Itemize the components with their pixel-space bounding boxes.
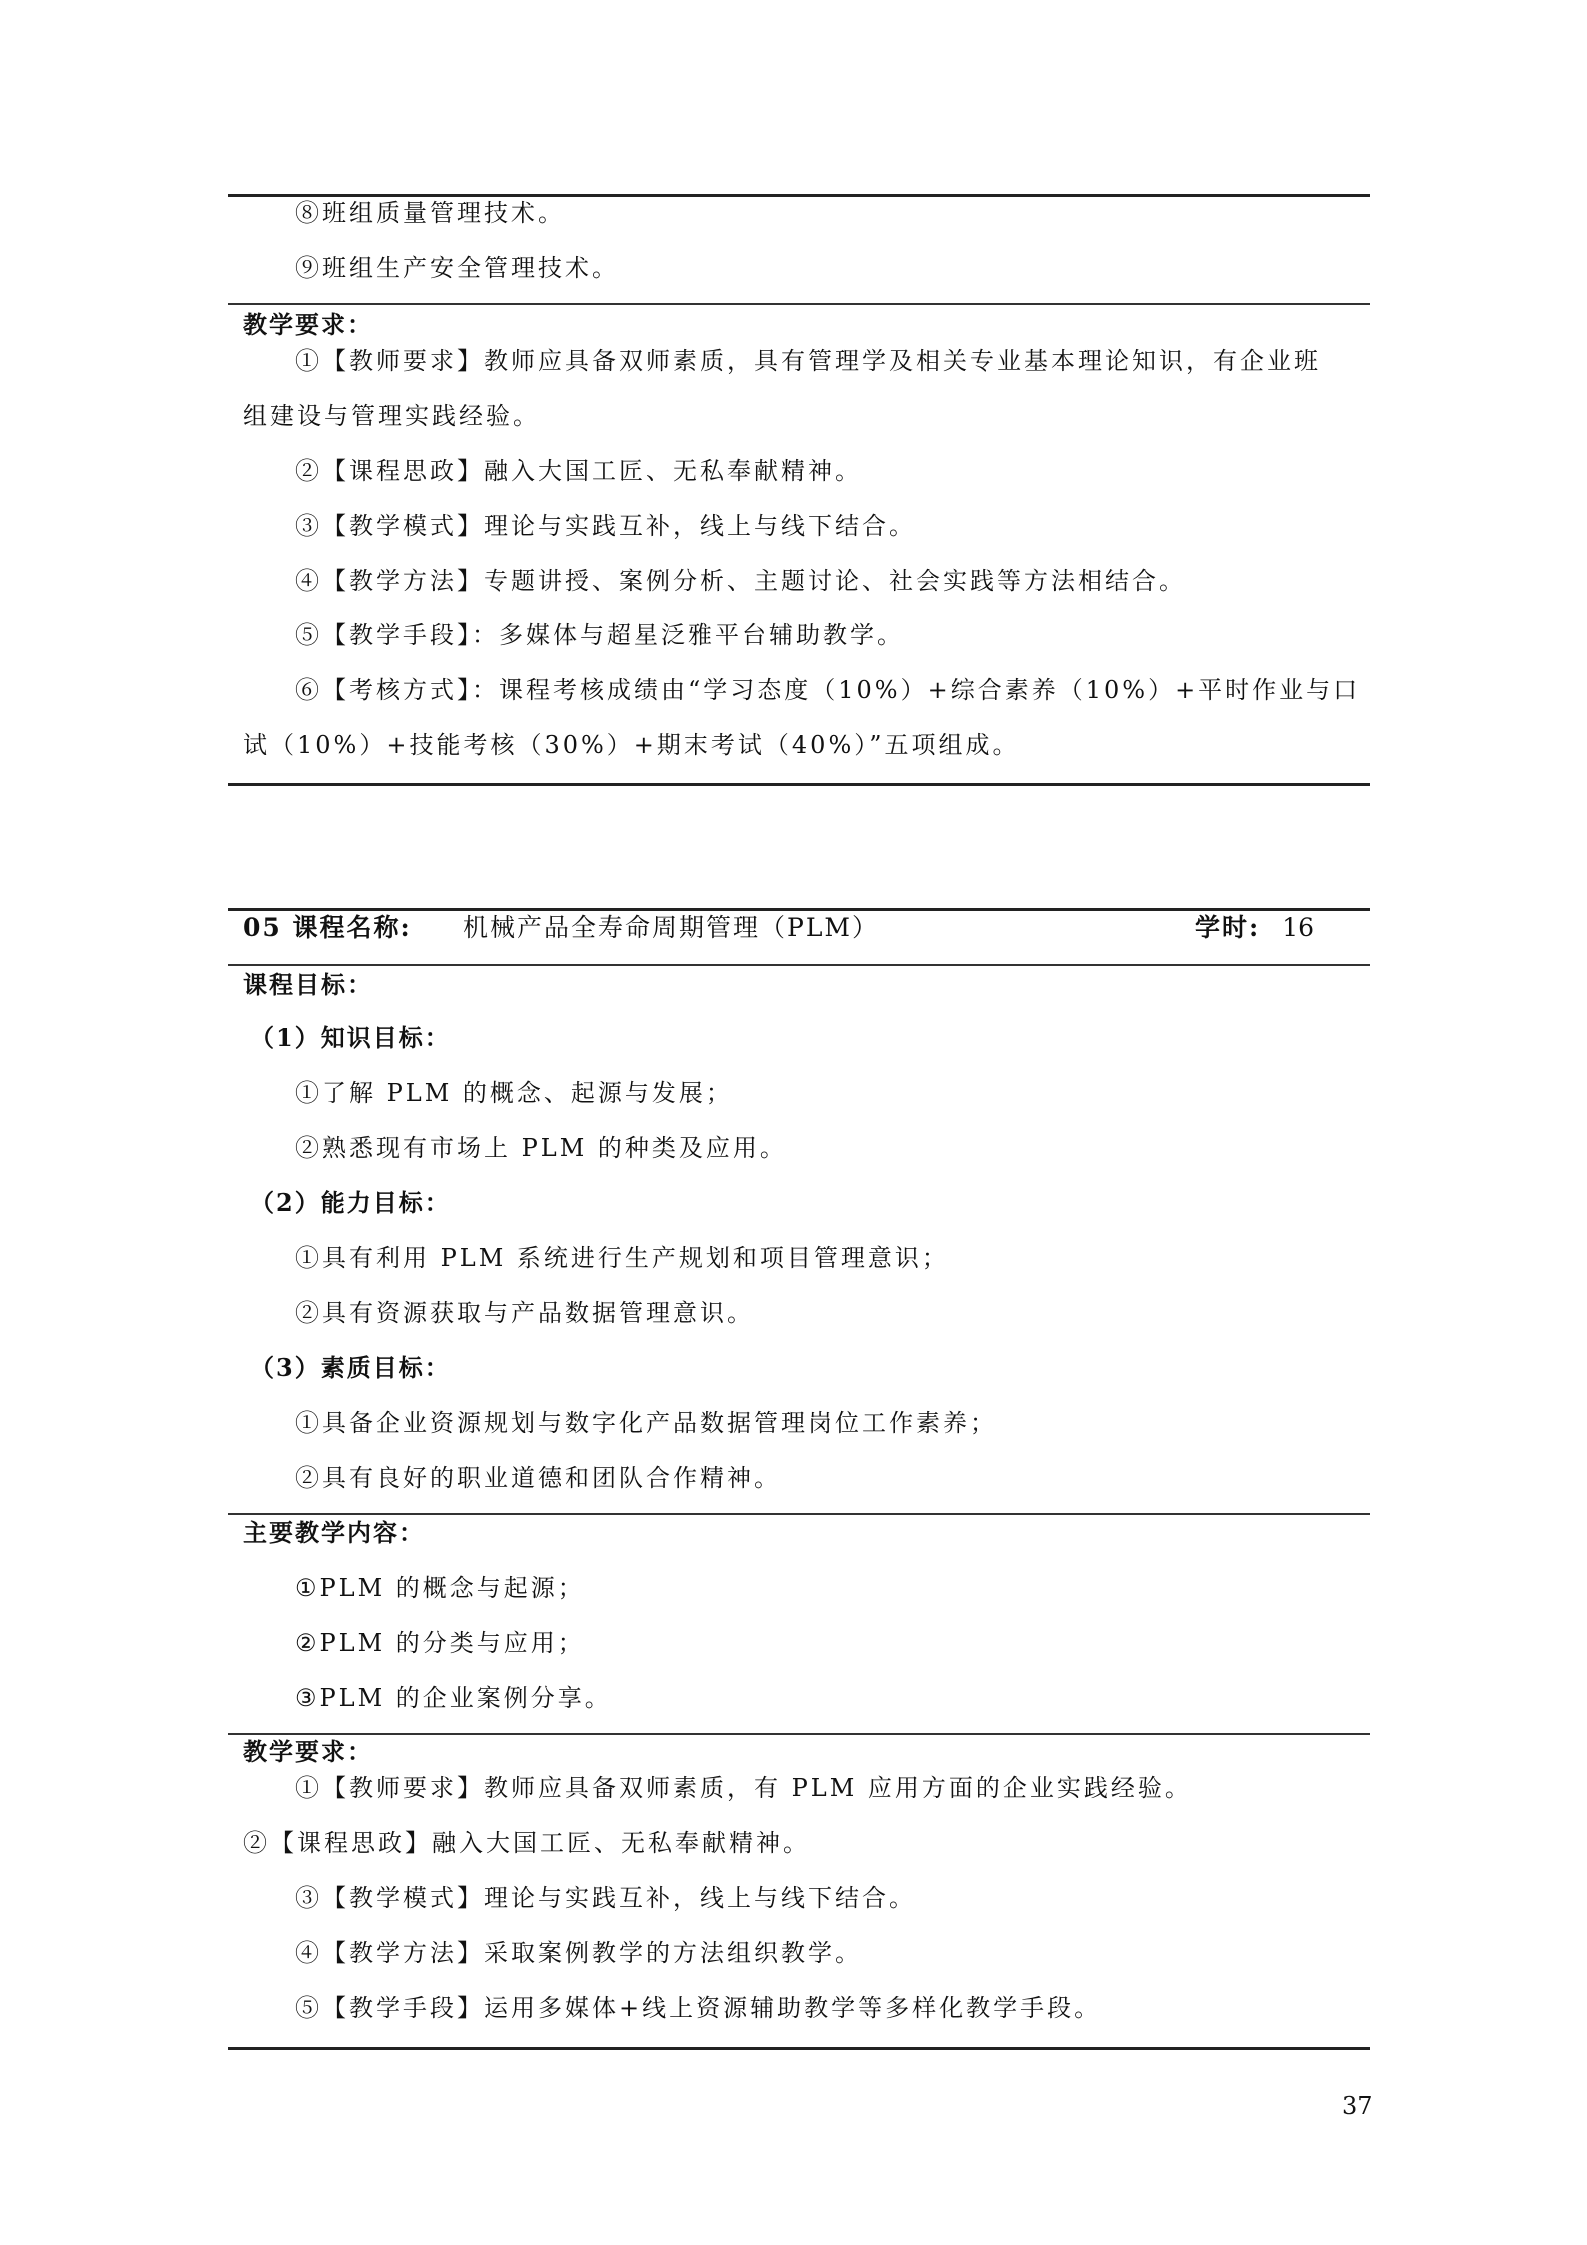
requirement-item: ③【教学模式】理论与实践互补，线上与线下结合。 [295, 1884, 916, 1912]
table-bottom-rule [228, 783, 1370, 786]
course-name-label: 05 课程名称: [243, 913, 412, 942]
requirement-item: ④【教学方法】采取案例教学的方法组织教学。 [295, 1939, 862, 1967]
requirements-heading: 教学要求： [243, 310, 373, 339]
ability-item: ②具有资源获取与产品数据管理意识。 [295, 1299, 754, 1327]
requirement-item: ④【教学方法】专题讲授、案例分析、主题讨论、社会实践等方法相结合。 [295, 567, 1186, 595]
requirement-item: ②【课程思政】融入大国工匠、无私奉献精神。 [295, 457, 862, 485]
knowledge-heading: （1）知识目标： [250, 1023, 451, 1052]
content-item: ②PLM 的分类与应用； [295, 1629, 585, 1657]
requirement-item: ①【教师要求】教师应具备双师素质，有 PLM 应用方面的企业实践经验。 [295, 1774, 1192, 1802]
requirement-item: ⑤【教学手段】运用多媒体+线上资源辅助教学等多样化教学手段。 [295, 1994, 1102, 2022]
hours-label: 学时: [1195, 913, 1261, 942]
row-divider [228, 303, 1370, 305]
table-top-rule [228, 908, 1370, 911]
objectives-heading: 课程目标： [243, 970, 373, 999]
course-hours [1195, 912, 1314, 944]
knowledge-item: ①了解 PLM 的概念、起源与发展； [295, 1079, 733, 1107]
requirement-item: 试（10%）+技能考核（30%）+期末考试（40%）”五项组成。 [243, 731, 1020, 759]
quality-item: ②具有良好的职业道德和团队合作精神。 [295, 1464, 781, 1492]
requirement-item: ②【课程思政】融入大国工匠、无私奉献精神。 [243, 1829, 810, 1857]
content-item: ⑧班组质量管理技术。 [295, 199, 565, 227]
content-item: ⑨班组生产安全管理技术。 [295, 254, 619, 282]
quality-item: ①具备企业资源规划与数字化产品数据管理岗位工作素养； [295, 1409, 997, 1437]
content-item: ①PLM 的概念与起源； [295, 1574, 585, 1602]
table-bottom-rule [228, 2047, 1370, 2050]
row-divider [228, 1513, 1370, 1515]
course-name-value: 机械产品全寿命周期管理（PLM） [463, 913, 880, 942]
requirement-item: ①【教师要求】教师应具备双师素质，具有管理学及相关专业基本理论知识，有企业班 [295, 347, 1321, 375]
requirement-item: ⑥【考核方式】：课程考核成绩由“学习态度（10%）+综合素养（10%）+平时作业与口 [295, 676, 1361, 704]
requirement-item: ③【教学模式】理论与实践互补，线上与线下结合。 [295, 512, 916, 540]
course-name-row [243, 912, 880, 944]
content-heading: 主要教学内容： [243, 1518, 425, 1547]
content-item: ③PLM 的企业案例分享。 [295, 1684, 612, 1712]
page-number: 37 [1342, 2092, 1373, 2120]
quality-heading: （3）素质目标： [250, 1353, 451, 1382]
ability-heading: （2）能力目标： [250, 1188, 451, 1217]
knowledge-item: ②熟悉现有市场上 PLM 的种类及应用。 [295, 1134, 787, 1162]
row-divider [228, 1733, 1370, 1735]
row-divider [228, 964, 1370, 966]
table-top-rule [228, 194, 1370, 197]
requirements-heading: 教学要求： [243, 1737, 373, 1766]
requirement-item: ⑤【教学手段】：多媒体与超星泛雅平台辅助教学。 [295, 621, 904, 649]
ability-item: ①具有利用 PLM 系统进行生产规划和项目管理意识； [295, 1244, 949, 1272]
requirement-item: 组建设与管理实践经验。 [243, 402, 540, 430]
hours-value: 16 [1282, 913, 1315, 942]
